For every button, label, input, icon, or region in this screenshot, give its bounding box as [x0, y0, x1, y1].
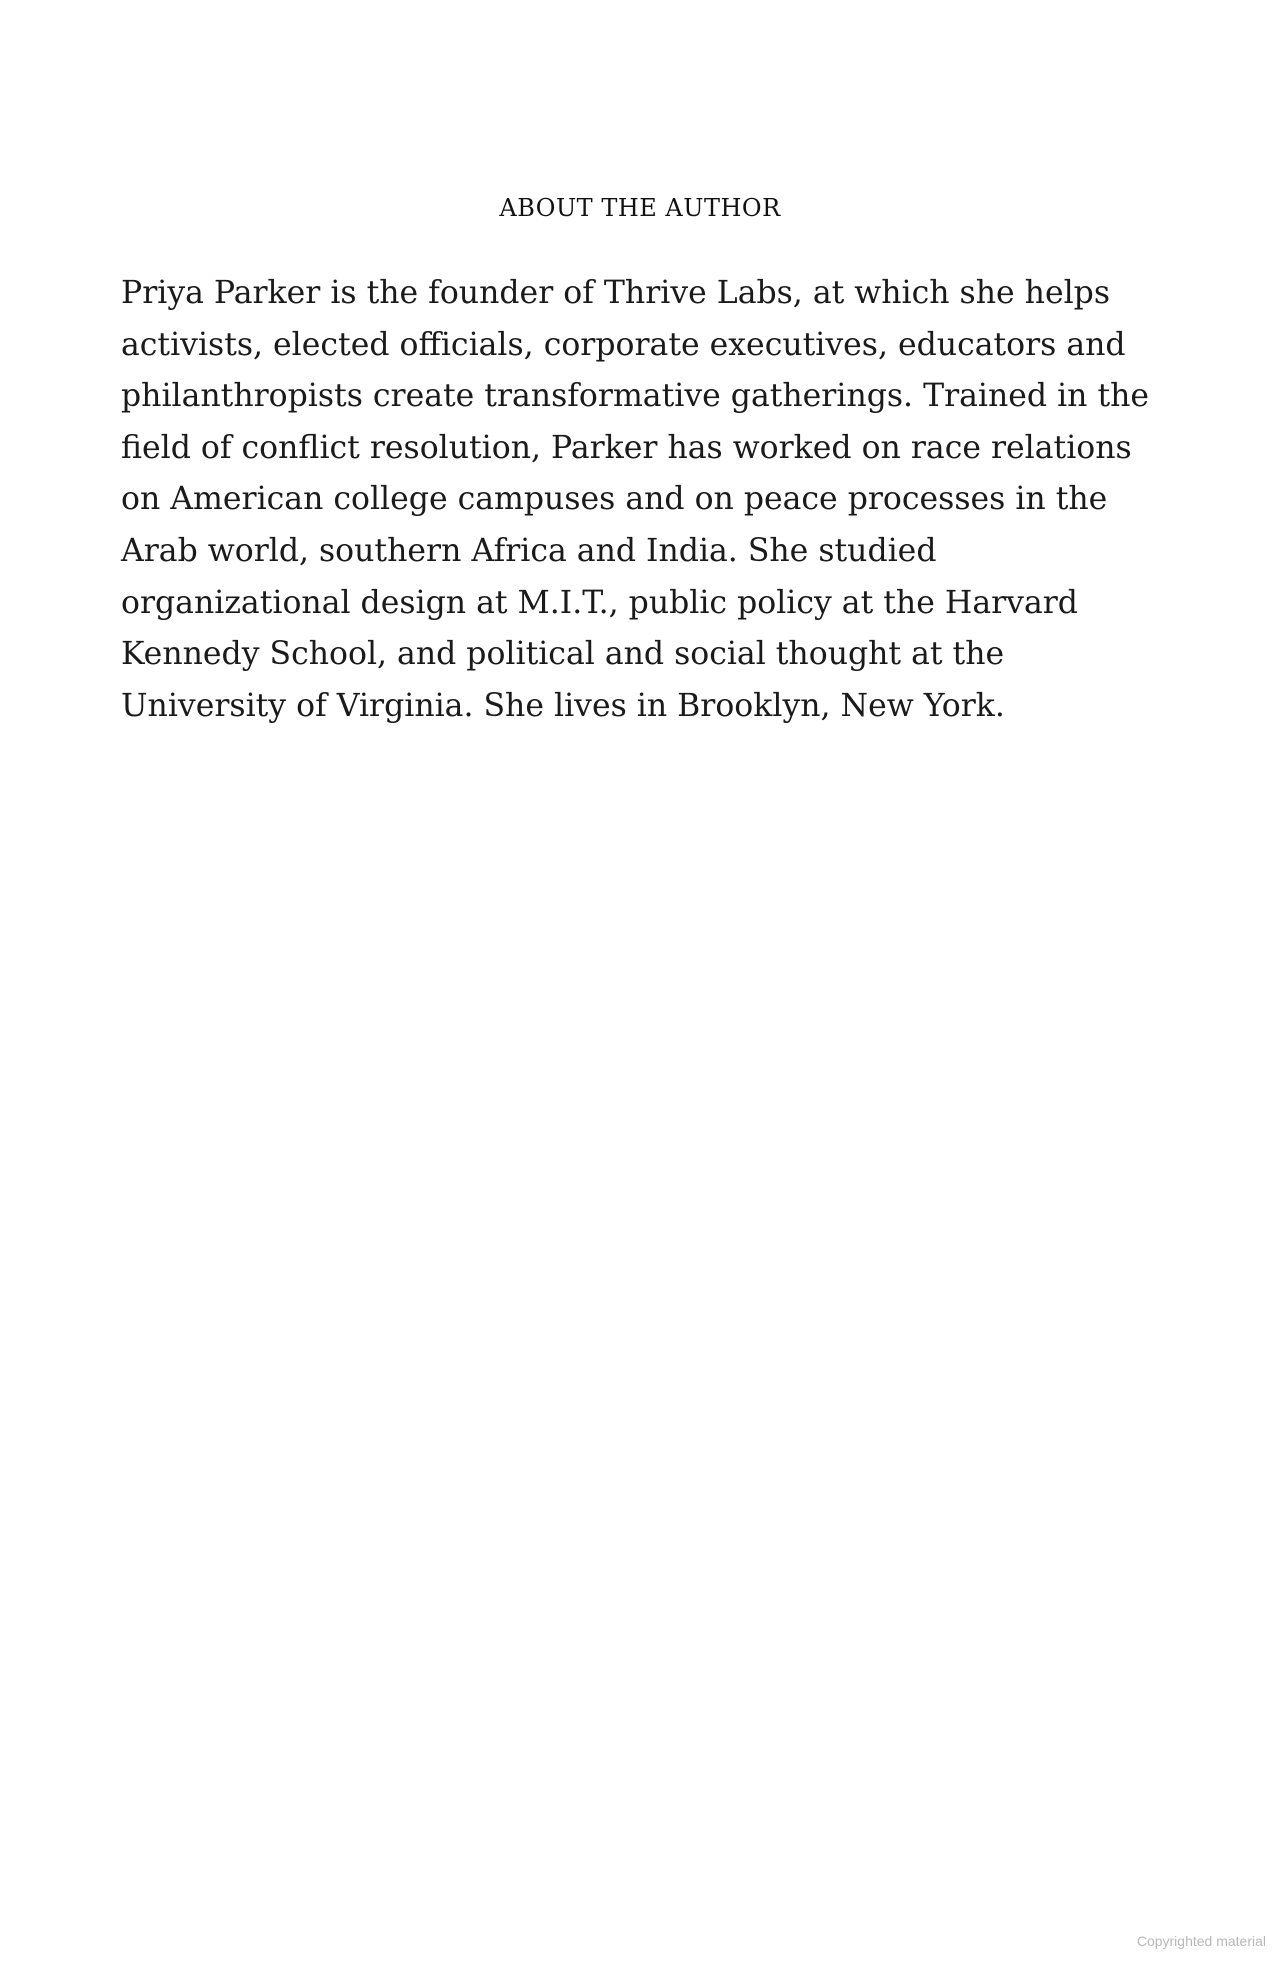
- bio-line: Kennedy School, and political and social thought at the: [121, 636, 1005, 673]
- bio-line: activists, elected officials, corporate executives, educators and: [121, 326, 1126, 363]
- bio-line: philanthropists create transformative gatherings. Trained in the: [121, 378, 1150, 415]
- bio-line: University of Virginia. She lives in Brooklyn, New York.: [121, 687, 1005, 724]
- copyright-watermark: Copyrighted material: [1136, 1933, 1266, 1949]
- author-bio-paragraph: [121, 268, 1181, 732]
- bio-line: on American college campuses and on peace processes in the: [121, 481, 1108, 518]
- section-heading: ABOUT THE AUTHOR: [499, 194, 781, 222]
- bio-line: field of conflict resolution, Parker has worked on race relations: [121, 429, 1132, 466]
- bio-line: Priya Parker is the founder of Thrive Labs, at which she helps: [121, 275, 1110, 311]
- bio-line: organizational design at M.I.T., public policy at the Harvard: [121, 584, 1078, 621]
- bio-line: Arab world, southern Africa and India. She studied: [121, 532, 937, 569]
